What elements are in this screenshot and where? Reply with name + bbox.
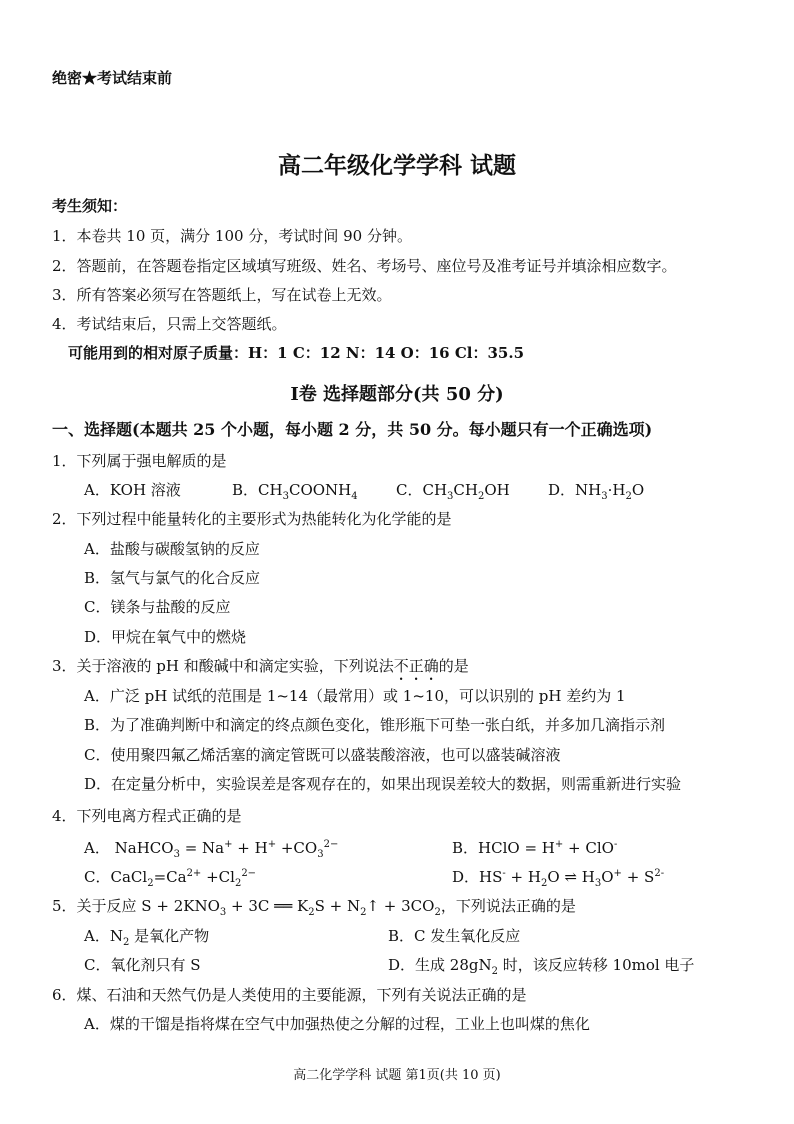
option-a: A．$N_2$ 是氧化产物	[84, 927, 210, 948]
option-a: A．煤的干馏是指将煤在空气中加强热使之分解的过程，工业上也叫煤的焦化	[84, 1015, 590, 1033]
question-stem: 4．下列电离方程式正确的是	[52, 807, 242, 825]
question-stem: 1．下列属于强电解质的是	[52, 452, 227, 470]
option-b: B．HClO = H+ + ClO-	[452, 839, 618, 857]
atomic-masses: 可能用到的相对原子质量：H：1 C：12 N：14 O：16 Cl：35.5	[68, 344, 525, 362]
option-b: B．氢气与氯气的化合反应	[84, 569, 261, 587]
confidential-label: 绝密★考试结束前	[52, 69, 173, 87]
option-b: B．为了准确判断中和滴定的终点颜色变化，锥形瓶下可垫一张白纸，并多加几滴指示剂	[84, 716, 666, 734]
option-d: D．$HS^- + H_2O$ ⇌ $H_3O^+ + S^{2-}$	[452, 868, 665, 889]
page-footer: 高二化学学科 试题 第1页(共 10 页)	[293, 1068, 501, 1083]
option-b: B．C 发生氧化反应	[388, 927, 521, 945]
notice-item: 1．本卷共 10 页，满分 100 分，考试时间 90 分钟。	[52, 227, 412, 245]
equilibrium-arrow-icon: ⇌	[564, 868, 577, 886]
option-c: C．$CH_3CH_2OH$	[396, 481, 510, 502]
option-c: C．使用聚四氟乙烯活塞的滴定管既可以盛装酸溶液，也可以盛装碱溶液	[84, 746, 561, 764]
part-title: I卷 选择题部分(共 50 分)	[290, 384, 504, 405]
option-d: D．甲烷在氧气中的燃烧	[84, 628, 247, 646]
option-b: B．$CH_3COONH_4$	[232, 481, 358, 502]
option-a: A．广泛 pH 试纸的范围是 1~14（最常用）或 1~10，可以识别的 pH 差约为 1	[84, 687, 626, 705]
notice-item: 2．答题前，在答题卷指定区域填写班级、姓名、考场号、座位号及准考证号并填涂相应数字。	[52, 257, 677, 275]
notice-item: 4．考试结束后，只需上交答题纸。	[52, 315, 287, 333]
option-a: A．盐酸与碳酸氢钠的反应	[84, 540, 260, 558]
question-stem: 6．煤、石油和天然气仍是人类使用的主要能源，下列有关说法正确的是	[52, 986, 527, 1004]
question-stem: 2．下列过程中能量转化的主要形式为热能转化为化学能的是	[52, 510, 452, 528]
option-a: A． NaHCO$_3$ = $Na^+ + H^+ +CO_3^{2-}$	[84, 839, 339, 860]
question-stem: 5．关于反应 $S + 2KNO_3 + 3C$ ══ $K_2S$ + $N_2↑ + 3CO_2$，下列说法正确的是	[52, 897, 576, 918]
notice-item: 3．所有答案必须写在答题纸上，写在试卷上无效。	[52, 286, 392, 304]
option-c: C．氧化剂只有 S	[84, 956, 201, 974]
section-heading: 一、选择题(本题共 25 个小题，每小题 2 分，共 50 分。每小题只有一个正确选项)	[52, 420, 653, 439]
notice-heading: 考生须知：	[52, 197, 128, 215]
option-d: D．生成 $28gN_2$ 时，该反应转移 10mol 电子	[388, 956, 695, 977]
option-d: D．$NH_3\cdot H_2O$	[548, 481, 645, 502]
question-stem: 3．关于溶液的 pH 和酸碱中和滴定实验，下列说法不正确的是	[52, 657, 469, 675]
option-a: A．KOH 溶液	[84, 481, 181, 499]
option-c: C．镁条与盐酸的反应	[84, 598, 231, 616]
option-d: D．在定量分析中，实验误差是客观存在的，如果出现误差较大的数据，则需重新进行实验	[84, 775, 682, 793]
emphasis-not-correct: 不正确	[393, 657, 439, 675]
page-title: 高二年级化学学科 试题	[277, 152, 516, 179]
option-c: C．$CaCl_2=Ca^{2+} +Cl_2^{2-}$	[84, 868, 257, 889]
